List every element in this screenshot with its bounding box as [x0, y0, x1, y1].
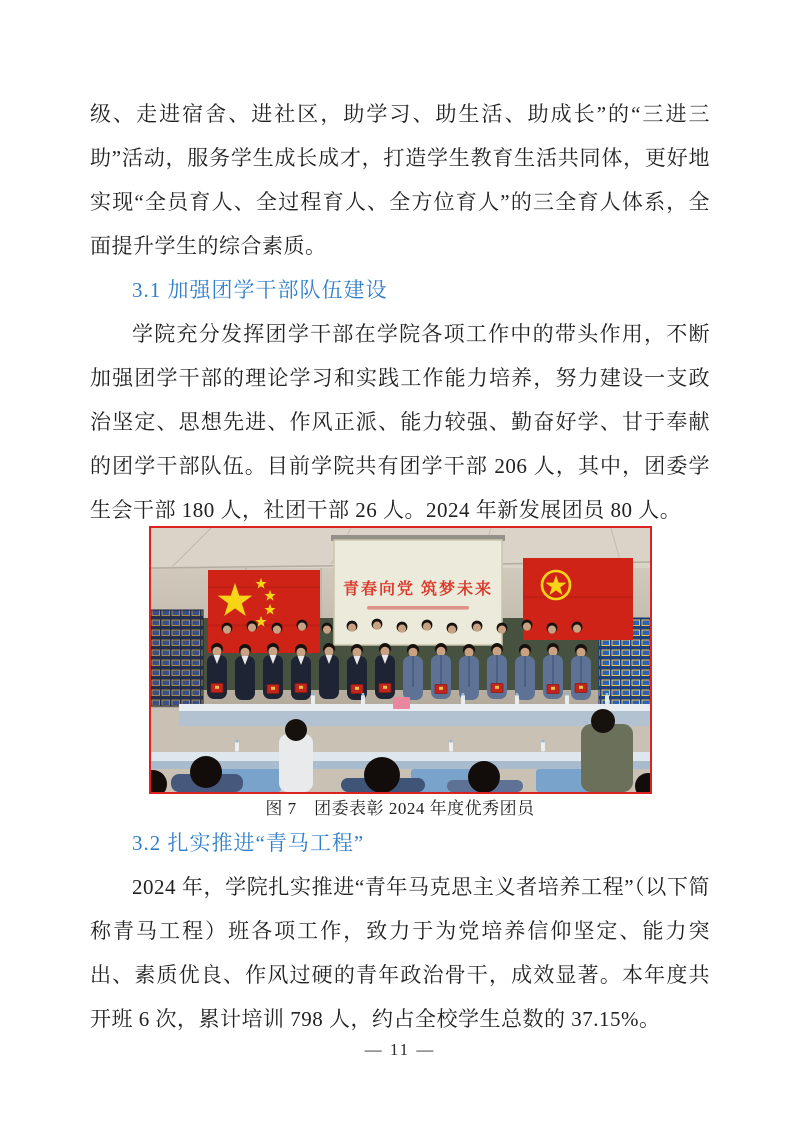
photo-banner-text: 青春向党 筑梦未来 — [342, 581, 493, 598]
page-content — [90, 92, 710, 1041]
section-heading-3-1: 3.1 加强团学干部队伍建设 — [132, 278, 388, 302]
figure-photo — [149, 526, 652, 794]
paragraph-continuation: 级、走进宿舍、进社区，助学习、助生活、助成长”的“三进三助”活动，服务学生成长成才，打造学生教育生活共同体，更好地实现“全员育人、全过程育人、全方位育人”的三全育人体系，全面提升学生的综合素质。 — [90, 102, 710, 258]
paragraph-section-3-2: 2024 年，学院扎实推进“青年马克思主义者培养工程”（以下简称青马工程）班各项工作，致力于为党培养信仰坚定、能力突出、素质优良、作风过硬的青年政治骨干，成效显著。本年度共开班 6 次，累计培训 798 人，约占全校学生总数的 37.15%。 — [90, 875, 710, 1031]
award-ceremony-illustration — [151, 528, 650, 792]
page-number: — 11 — — [364, 1040, 436, 1059]
table-sign — [393, 697, 410, 709]
paragraph-section-3-1: 学院充分发挥团学干部在学院各项工作中的带头作用，不断加强团学干部的理论学习和实践工作能力培养，努力建设一支政治坚定、思想先进、作风正派、能力较强、勤奋好学、甘于奉献的团学干部队伍。目前学院共有团学干部 206 人，其中，团委学生会干部 180 人，社团干部 26 人。2024 年新发展团员 80 人。 — [90, 322, 710, 522]
figure-7 — [90, 526, 710, 821]
china-flag — [208, 570, 320, 653]
section-heading-3-2: 3.2 扎实推进“青马工程” — [132, 831, 365, 855]
figure-caption: 图 7 团委表彰 2024 年度优秀团员 — [265, 799, 535, 818]
